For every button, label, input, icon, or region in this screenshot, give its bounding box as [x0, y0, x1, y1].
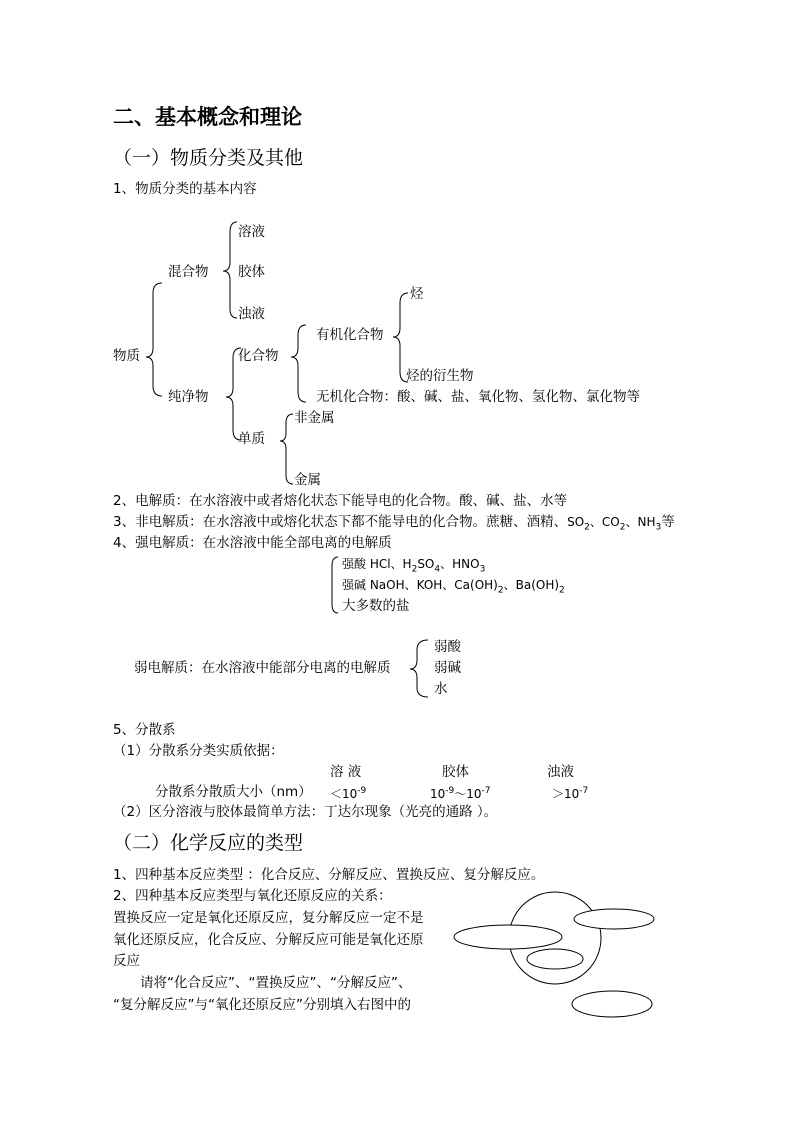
tree-metal: 金属 [294, 472, 321, 488]
tree-pure: 纯净物 [168, 389, 209, 405]
tree-hydrocarbon: 烃 [410, 286, 424, 302]
col-colloid: 胶体 [442, 764, 469, 780]
tree-suspension: 浊液 [238, 306, 265, 322]
tree-inorganic: 无机化合物：酸、碱、盐、氧化物、氢化物、氯化物等 [316, 389, 640, 405]
value-colloid: $10^{-9}\sim 10^{-7}$ [430, 786, 491, 801]
weak-acid: 弱酸 [434, 639, 461, 655]
weak-electrolyte: 弱电解质：在水溶液中能部分电离的电解质 [134, 660, 391, 676]
tree-root: 物质 [113, 348, 140, 364]
paragraph-line-2: 氧化还原反应，化合反应、分解反应可能是氧化还原 [113, 932, 424, 948]
tree-compound: 化合物 [238, 348, 279, 364]
strong-base: 强碱 NaOH、KOH、$Ca(OH)_2$、$Ba(OH)_2$ [342, 578, 565, 596]
row-label: 分散系分散质大小（nm） [155, 784, 312, 800]
item-5: 5、分散系 [113, 722, 176, 738]
water: 水 [434, 681, 448, 697]
col-solution: 溶 液 [330, 764, 362, 780]
ellipse-inner [527, 949, 583, 969]
paragraph-line-4: 请将“化合反应”、“置换反应”、“分解反应”、 [140, 975, 412, 991]
ellipse-left [454, 925, 562, 949]
item-2: 2、电解质：在水溶液中或者熔化状态下能导电的化合物。酸、碱、盐、水等 [113, 493, 568, 509]
paragraph-line-3: 反应 [113, 953, 140, 969]
page-title: 二、基本概念和理论 [113, 105, 302, 129]
dispersion-q2: （2）区分溶液与胶体最简单方法：丁达尔现象（光亮的通路 ）。 [113, 804, 498, 820]
section-heading-2: （二）化学反应的类型 [113, 832, 304, 854]
section2-item-1: 1、四种基本反应类型 ：化合反应、分解反应、置换反应、复分解反应。 [113, 867, 545, 883]
paragraph-line-1: 置换反应一定是氧化还原反应，复分解反应一定不是 [113, 910, 424, 926]
tree-element: 单质 [238, 431, 265, 447]
item-3: 3、非电解质：在水溶液中或熔化状态下都不能导电的化合物。蔗糖、酒精、$SO_2$、$CO_2$、$NH_3$等 [113, 514, 675, 533]
ellipse-bottom-right [572, 991, 652, 1017]
col-suspension: 浊液 [547, 764, 574, 780]
tree-mixture: 混合物 [168, 264, 209, 280]
tree-colloid: 胶体 [238, 264, 265, 280]
dispersion-q1: （1）分散系分类实质依据： [113, 743, 284, 759]
section2-item-2: 2、四种基本反应类型与氧化还原反应的关系： [113, 888, 392, 904]
tree-nonmetal: 非金属 [294, 410, 335, 426]
tree-derivative: 烃的衍生物 [406, 368, 474, 384]
salts: 大多数的盐 [342, 598, 410, 614]
tree-organic: 有机化合物 [316, 327, 384, 343]
value-suspension: $>10^{-7}$ [552, 786, 589, 801]
section-heading-1: （一）物质分类及其他 [113, 147, 304, 169]
item-4: 4、强电解质：在水溶液中能全部电离的电解质 [113, 535, 392, 551]
weak-base: 弱碱 [434, 660, 461, 676]
ellipse-top-right [574, 909, 654, 929]
strong-acid: 强酸 HCl、$H_2SO_4$、$HNO_3$ [342, 557, 486, 575]
paragraph-line-5: “复分解反应”与“氧化还原反应”分别填入右图中的 [113, 997, 411, 1013]
value-solution: $<10^{-9}$ [330, 786, 367, 801]
item-1-label: 1、物质分类的基本内容 [113, 181, 257, 197]
tree-solution: 溶液 [238, 224, 265, 240]
